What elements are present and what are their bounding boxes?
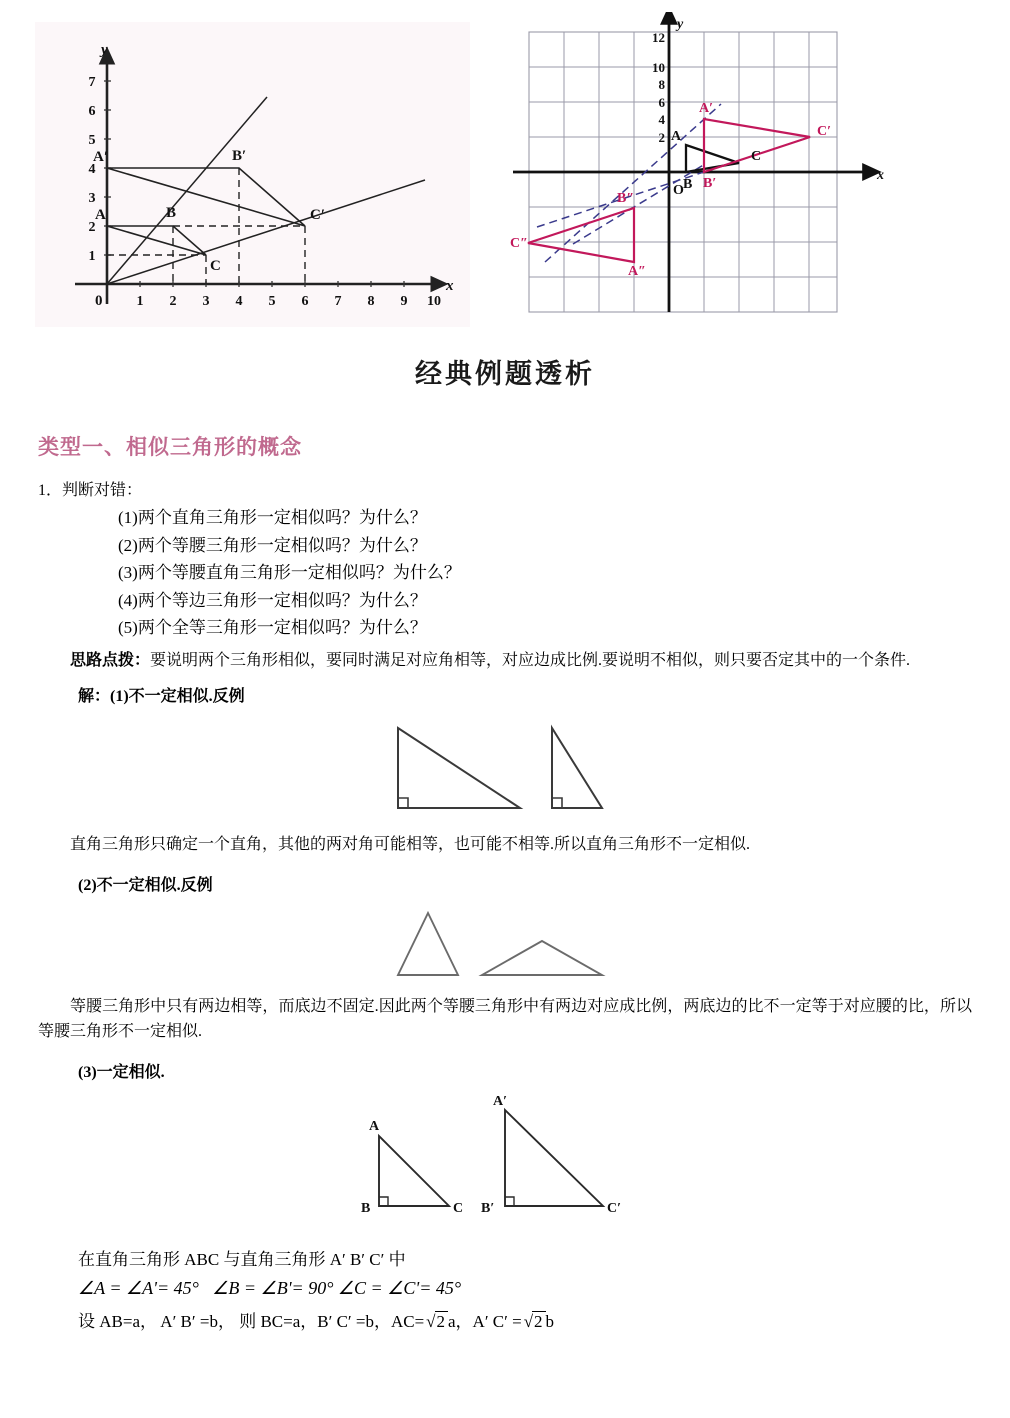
lengths-end: b: [545, 1312, 555, 1332]
svg-text:10: 10: [427, 294, 441, 309]
svg-text:2: 2: [658, 130, 665, 145]
svg-text:A: A: [671, 129, 682, 144]
svg-text:B′: B′: [703, 176, 717, 191]
svg-text:8: 8: [658, 77, 665, 92]
section-heading: 类型一、相似三角形的概念: [38, 435, 302, 459]
angle-c: ∠C = ∠C'= 45°: [337, 1278, 462, 1299]
svg-text:B′: B′: [232, 148, 247, 164]
svg-text:y: y: [101, 42, 108, 58]
list-item: (5)两个全等三角形一定相似吗？为什么？: [118, 618, 427, 638]
svg-text:2: 2: [169, 294, 177, 309]
svg-text:A′: A′: [93, 149, 109, 165]
svg-text:O: O: [673, 183, 684, 198]
svg-text:B: B: [683, 177, 693, 192]
svg-text:5: 5: [268, 294, 276, 309]
problem-item-list: [78, 504, 1010, 642]
angle-a-label: ∠A: [78, 1278, 105, 1299]
svg-text:6: 6: [301, 294, 309, 309]
svg-text:6: 6: [88, 104, 96, 119]
labeled-right-triangles-svg: [355, 1092, 655, 1232]
isosceles-triangles-svg: [390, 905, 620, 983]
list-item: (3)两个等腰直角三角形一定相似吗？为什么？: [118, 563, 461, 583]
list-item: (2)两个等腰三角形一定相似吗？为什么？: [118, 535, 427, 555]
svg-text:C′: C′: [310, 207, 326, 223]
sqrt-symbol-2: √2: [522, 1311, 546, 1332]
svg-text:A: A: [369, 1119, 380, 1135]
svg-text:A: A: [95, 207, 106, 223]
lengths-mid: a，A′ C′ =: [448, 1312, 522, 1332]
answer-3-angles: [78, 1278, 1010, 1299]
svg-text:4: 4: [658, 112, 665, 127]
svg-text:C′: C′: [817, 124, 832, 139]
svg-text:1: 1: [88, 249, 96, 264]
problem-prompt: [38, 477, 1010, 500]
svg-text:B: B: [166, 205, 177, 221]
figure-left-container: [35, 22, 470, 327]
hint-label: 思路点拨：: [70, 651, 151, 669]
problem-number: 1．: [38, 482, 63, 499]
problem-prompt-text: 判断对错：: [62, 482, 143, 499]
radicand-1: 2: [435, 1311, 449, 1332]
svg-text:7: 7: [334, 294, 342, 309]
answer-1-heading: 解：(1)不一定相似.反例: [78, 688, 245, 706]
angle-a-value: = ∠A'= 45°: [109, 1278, 199, 1299]
svg-text:3: 3: [202, 294, 210, 309]
svg-text:4: 4: [235, 294, 243, 309]
answer-3-line-1: 在直角三角形 ABC 与直角三角形 A′ B′ C′ 中: [78, 1250, 406, 1270]
figures-row: [0, 0, 1010, 330]
svg-text:C′: C′: [607, 1201, 622, 1217]
svg-text:y: y: [677, 17, 684, 32]
svg-text:A′: A′: [699, 101, 714, 116]
hint-text: 要说明两个三角形相似，要同时满足对应角相等，对应边成比例.要说明不相似，则只要否定其中的一个条件.: [150, 651, 911, 669]
svg-text:6: 6: [658, 95, 665, 110]
radicand-2: 2: [532, 1311, 546, 1332]
svg-text:C: C: [453, 1201, 464, 1217]
svg-text:1: 1: [136, 294, 144, 309]
sqrt-symbol-1: √2: [424, 1311, 448, 1332]
answer-3-heading: (3)一定相似.: [78, 1064, 165, 1082]
svg-text:0: 0: [95, 293, 103, 309]
answer-2-note: 等腰三角形中只有两边相等，而底边不固定.因此两个等腰三角形中有两边对应成比例，两底边的比不一定等于对应腰的比，所以等腰三角形不一定相似.: [38, 997, 972, 1041]
svg-text:x: x: [446, 278, 454, 294]
pair-of-isosceles-triangles: [0, 905, 1010, 988]
svg-text:C: C: [210, 258, 221, 274]
list-item: (4)两个等边三角形一定相似吗？为什么？: [118, 590, 427, 610]
svg-text:B″: B″: [617, 191, 635, 206]
svg-text:7: 7: [88, 75, 96, 90]
svg-text:A″: A″: [628, 264, 646, 279]
pair-of-right-triangles: [0, 716, 1010, 826]
svg-text:5: 5: [88, 133, 96, 148]
list-item: (1)两个直角三角形一定相似吗？为什么？: [118, 508, 427, 527]
lengths-prefix: 设 AB=a， A′ B′ =b， 则 BC=a，B′ C′ =b，AC=: [78, 1312, 425, 1332]
svg-text:8: 8: [367, 294, 375, 309]
answer-3-lengths: [78, 1307, 1010, 1332]
svg-text:4: 4: [88, 162, 96, 177]
svg-text:C: C: [751, 149, 762, 164]
angle-b: ∠B = ∠B'= 90°: [212, 1278, 334, 1299]
svg-text:C″: C″: [510, 236, 528, 251]
svg-text:B: B: [361, 1201, 371, 1217]
svg-text:B′: B′: [481, 1201, 495, 1217]
svg-text:10: 10: [652, 60, 665, 75]
svg-text:9: 9: [400, 294, 408, 309]
svg-text:12: 12: [652, 30, 665, 45]
hint-paragraph: [38, 648, 972, 674]
pair-of-labeled-right-triangles: [0, 1092, 1010, 1237]
answer-1-note: 直角三角形只确定一个直角，其他的两对角可能相等，也可能不相等.所以直角三角形不一定相似.: [70, 836, 751, 854]
svg-text:x: x: [877, 168, 884, 183]
svg-text:3: 3: [88, 191, 96, 206]
page-title: 经典例题透析: [415, 359, 595, 389]
figure-right-container: [505, 12, 885, 330]
svg-text:2: 2: [88, 220, 96, 235]
cartesian-double-dilation-figure: [505, 12, 885, 330]
right-triangles-svg: [380, 716, 630, 821]
cartesian-dilation-figure: [35, 22, 470, 327]
answer-2-heading: (2)不一定相似.反例: [78, 876, 213, 894]
svg-text:A′: A′: [493, 1094, 508, 1110]
